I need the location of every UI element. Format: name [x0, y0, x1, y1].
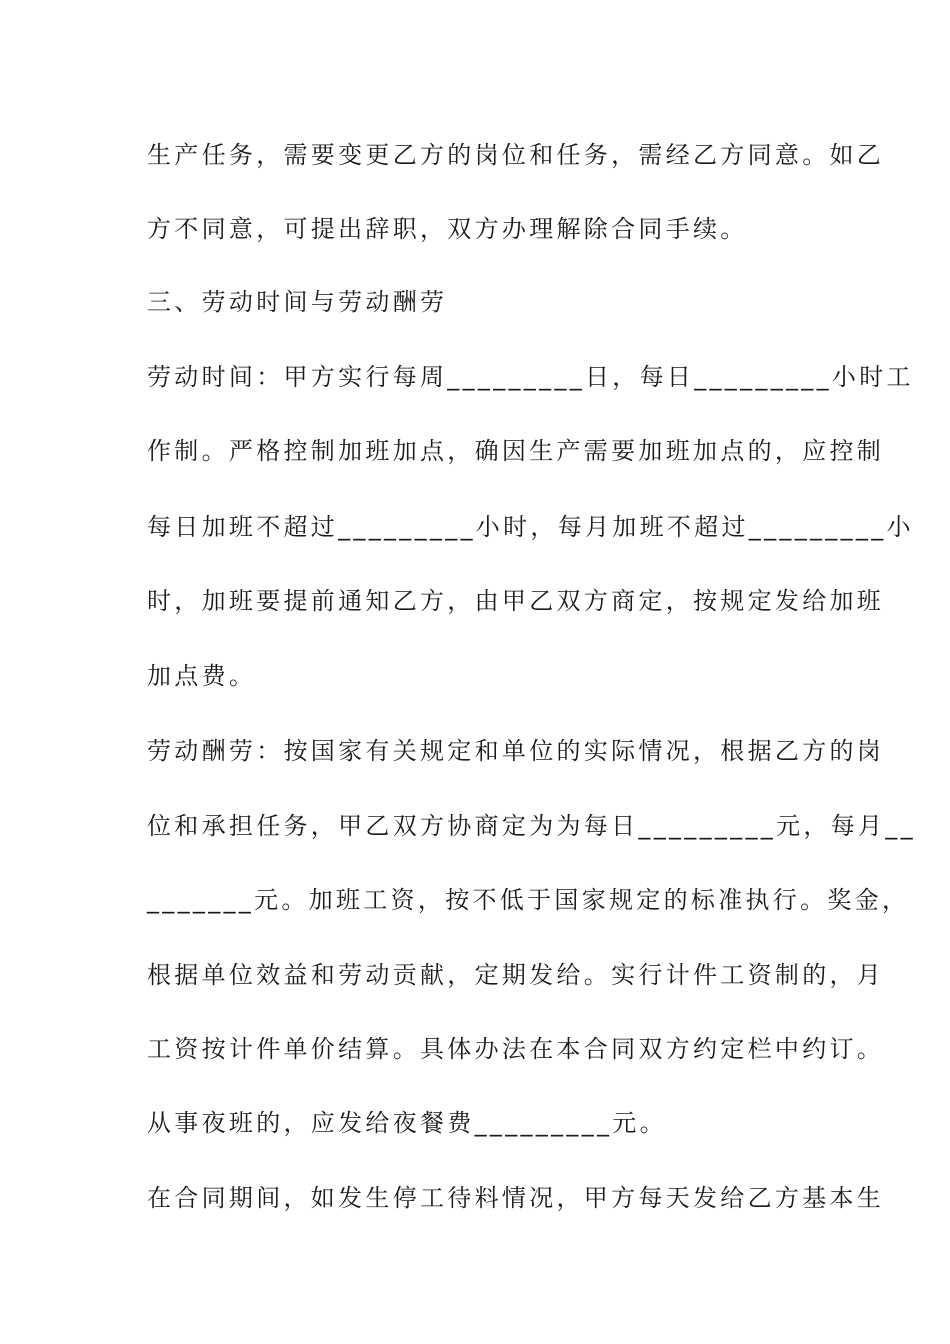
text-line: 从事夜班的，应发给夜餐费_________元。 [147, 1109, 667, 1137]
text-line: 加点费。 [147, 662, 257, 690]
text-line: 位和承担任务，甲乙双方协商定为为每日_________元，每月__ [147, 812, 916, 840]
text-line: 时，加班要提前通知乙方，由甲乙双方商定，按规定发给加班 [147, 587, 885, 615]
section-heading: 三、劳动时间与劳动酬劳 [147, 288, 448, 316]
text-line: 根据单位效益和劳动贡献，定期发给。实行计件工资制的，月 [147, 961, 885, 989]
text-line: 在合同期间，如发生停工待料情况，甲方每天发给乙方基本生 [147, 1184, 885, 1212]
text-line: 作制。严格控制加班加点，确因生产需要加班加点的，应控制 [147, 437, 885, 465]
text-line: 劳动时间：甲方实行每周_________日，每日_________小时工 [147, 363, 914, 391]
text-line: 劳动酬劳：按国家有关规定和单位的实际情况，根据乙方的岗 [147, 737, 885, 765]
text-line: 方不同意，可提出辞职，双方办理解除合同手续。 [147, 215, 748, 243]
text-line: 生产任务，需要变更乙方的岗位和任务，需经乙方同意。如乙 [147, 141, 885, 169]
text-line: 每日加班不超过_________小时，每月加班不超过_________小 [147, 513, 914, 541]
text-line: _______元。加班工资，按不低于国家规定的标准执行。奖金， [147, 886, 910, 914]
text-line: 工资按计件单价结算。具体办法在本合同双方约定栏中约订。 [147, 1035, 885, 1063]
